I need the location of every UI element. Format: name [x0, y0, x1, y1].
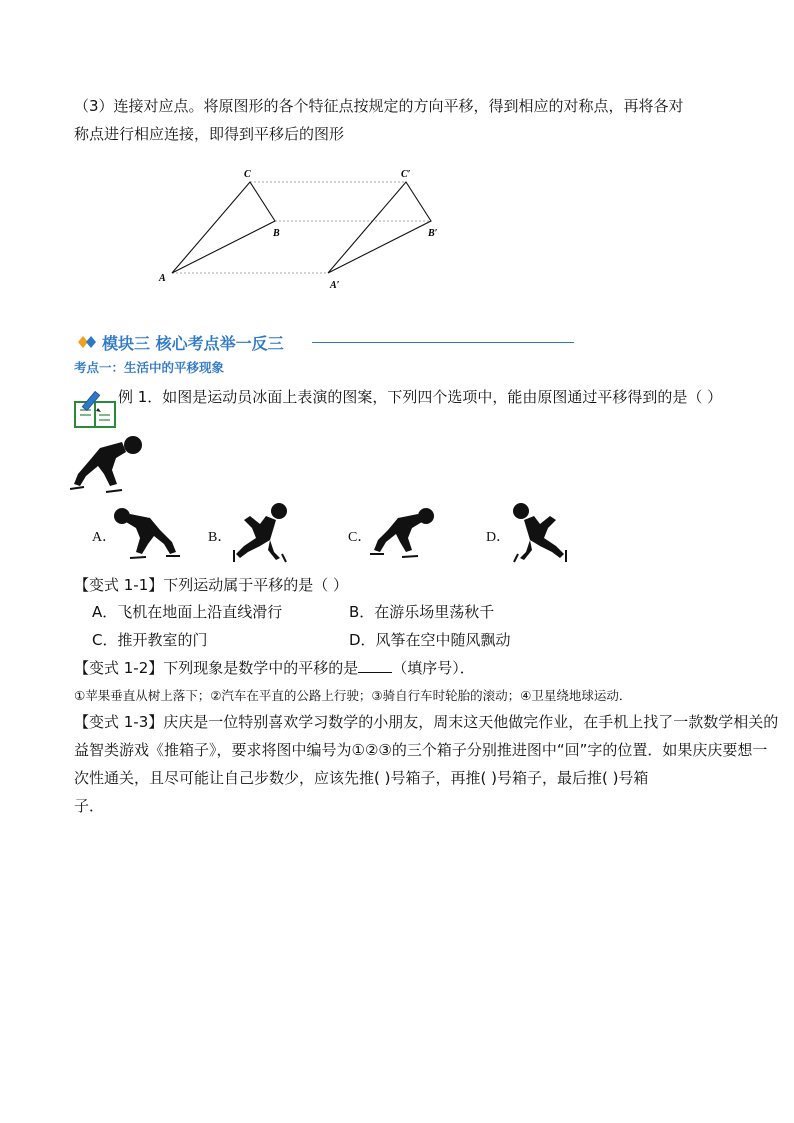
variant1-2-question-end: （填序号）． [392, 659, 475, 677]
option-a-label: A． [92, 530, 117, 545]
variant1-3-line1: 庆庆是一位特别喜欢学习数学的小朋友，周末这天他做完作业，在手机上找了一款数学相关的 [163, 713, 779, 731]
label-a-prime: A′ [330, 280, 340, 291]
module-divider [312, 342, 574, 343]
skater-option-b-icon[interactable] [230, 502, 292, 564]
step3-line1: （3）连接对应点。将原图形的各个特征点按规定的方向平移，得到相应的对称点，再将各对 [74, 97, 684, 115]
skater-original-icon [70, 434, 145, 496]
answer-blank[interactable] [358, 658, 392, 673]
variant1-2-question: 下列现象是数学中的平移的是 [163, 659, 359, 677]
variant1-1-option-d[interactable]: D．风筝在空中随风飘动 [349, 631, 511, 649]
variant1-2-tag: 【变式 1-2】 [74, 659, 164, 677]
translation-figure [150, 160, 450, 295]
module-heading [74, 329, 284, 355]
book-pencil-icon [72, 388, 118, 430]
label-b-prime: B′ [428, 228, 438, 239]
variant1-2-items: ①苹果垂直从树上落下；②汽车在平直的公路上行驶；③骑自行车时轮胎的滚动；④卫星绕地球运动． [74, 688, 632, 703]
example1-stem: 例 1．如图是运动员冰面上表演的图案，下列四个选项中，能由原图通过平移得到的是（ ） [118, 388, 723, 406]
variant1-3-line4: 子． [74, 797, 105, 815]
module-title: 模块三 核心考点举一反三 [102, 333, 284, 353]
variant1-1-option-b[interactable]: B．在游乐场里荡秋千 [349, 603, 495, 621]
variant1-1-stem [74, 574, 348, 595]
variant1-1-question: 下列运动属于平移的是（ ） [163, 576, 349, 594]
triangle-abc [172, 182, 275, 273]
option-b-label: B． [208, 530, 232, 545]
skater-option-c-icon[interactable] [370, 506, 436, 562]
variant1-1-option-c[interactable]: C．推开教室的门 [92, 631, 208, 649]
label-a: A [159, 273, 166, 284]
variant1-3-paragraph [74, 708, 779, 820]
double-chevron-icon [74, 332, 100, 352]
variant1-2-stem [74, 657, 475, 678]
variant1-3-tag: 【变式 1-3】 [74, 713, 164, 731]
variant1-3-line2: 益智类游戏《推箱子》，要求将图中编号为①②③的三个箱子分别推进图中“回”字的位置．如果庆庆要想一 [74, 741, 768, 759]
option-c-label: C． [348, 530, 372, 545]
triangle-a2b2c2 [328, 182, 431, 273]
variant1-3-line3: 次性通关，且尽可能让自己步数少，应该先推( )号箱子，再推( )号箱子，最后推( )号箱 [74, 769, 649, 787]
step3-line2: 称点进行相应连接，即得到平移后的图形 [74, 125, 345, 143]
skater-option-a-icon[interactable] [114, 506, 180, 562]
variant1-1-tag: 【变式 1-1】 [74, 576, 164, 594]
kaodian1-title: 考点一：生活中的平移现象 [74, 360, 225, 375]
step3-paragraph [74, 92, 724, 148]
label-c-prime: C′ [401, 169, 411, 180]
variant1-1-option-a[interactable]: A．飞机在地面上沿直线滑行 [92, 603, 283, 621]
option-d-label: D． [486, 530, 511, 545]
label-c: C [244, 169, 251, 180]
skater-option-d-icon[interactable] [508, 502, 570, 564]
label-b: B [273, 228, 280, 239]
